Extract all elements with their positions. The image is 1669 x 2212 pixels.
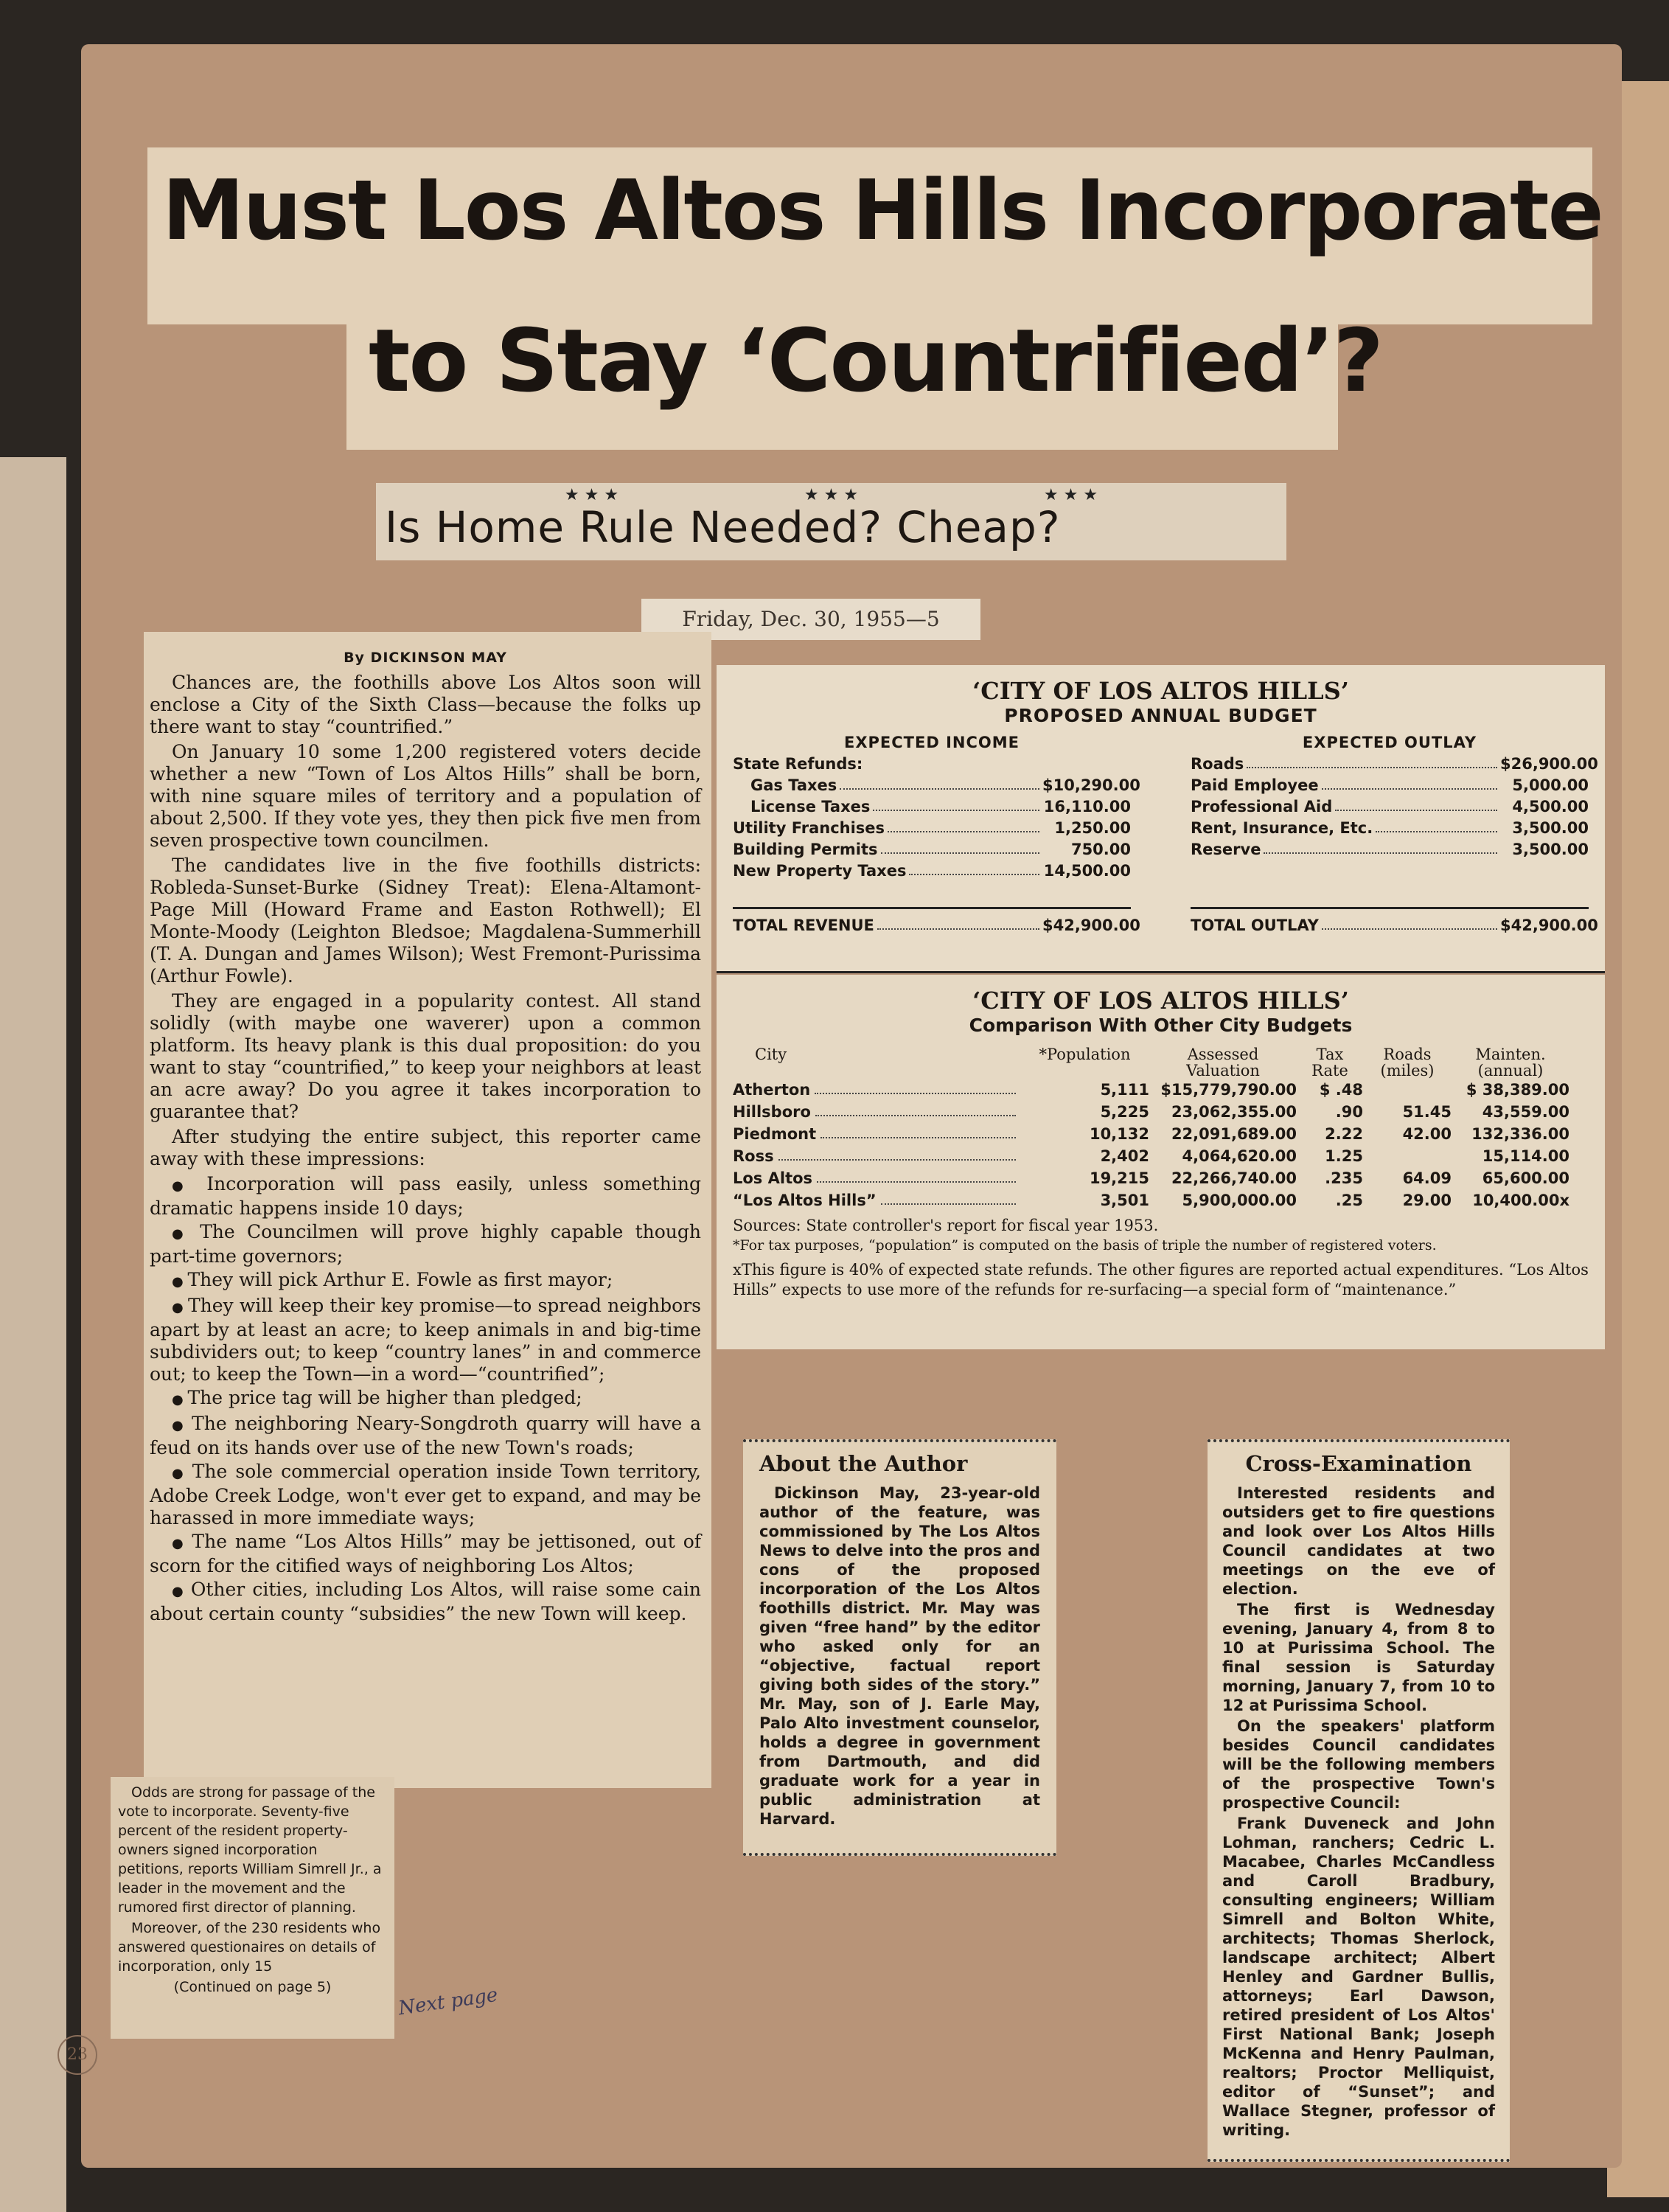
comparison-subtitle: Comparison With Other City Budgets [969,1015,1353,1036]
col-header: Tax Rate [1311,1046,1348,1079]
subhead-clipping [376,483,1286,560]
outlay-row: Paid Employee 5,000.00 [1191,776,1589,794]
population-cell: 5,111 [1100,1081,1149,1099]
tax-cell: .235 [1325,1169,1363,1187]
budget-subtitle: PROPOSED ANNUAL BUDGET [1004,705,1317,726]
continuation-paragraph: Moreover, of the 230 residents who answered questionaires on details of incorporation, only 15 [118,1920,381,1975]
budget-table [717,665,1605,973]
roads-cell: 29.00 [1402,1192,1452,1209]
impression-item: ● The neighboring Neary-Songdroth quarry will have a feud on its hands over use of the new Town's roads; [150,1413,701,1459]
continuation-paragraph: Odds are strong for passage of the vote to incorporate. Seventy-five percent of the resident property-owners signed incorporation petitions, reports William Simrell Jr., a leader in the movement and the rumored first director of planning. [118,1784,382,1916]
valuation-cell: 23,062,355.00 [1171,1103,1297,1121]
col-header: Assessed Valuation [1186,1046,1260,1079]
population-cell: 3,501 [1100,1192,1149,1209]
impression-item: ● They will keep their key promise—to spread neighbors apart by at least an acre; to keep animals in and big-time subdividers out; to keep “country lanes” in and commerce out; to keep the Town—in a word—“countrified”; [150,1295,701,1385]
tax-cell: .25 [1335,1192,1363,1209]
valuation-cell: 22,266,740.00 [1171,1169,1297,1187]
total-revenue-row: TOTAL REVENUE $42,900.00 [733,907,1131,936]
continuation-clipping [111,1777,394,2039]
outlay-column [1191,732,1598,936]
article-paragraph: They are engaged in a popularity contest. All stand solidly (with maybe one waverer) upon a common platform. Its heavy plank is this dual proposition: do you want to stay “countrified,” to keep your neighbors at least an acre away? Do you agree it takes incorporation to guarantee that? [150,990,701,1122]
maint-cell: 65,600.00 [1482,1169,1569,1187]
star-group: ★ ★ ★ [1043,486,1098,504]
valuation-cell: $15,779,790.00 [1160,1081,1297,1099]
star-group: ★ ★ ★ [804,486,859,504]
comparison-table [717,975,1605,1349]
comparison-rows [733,1079,1589,1211]
headline-line1-clipping [147,147,1603,324]
comparison-notes [733,1216,1589,1300]
main-article [144,632,711,1788]
population-cell: 5,225 [1100,1103,1149,1121]
cross-examination-paragraph: On the speakers' platform besides Council candidates will be the following members of the prospective Town's prospective Council: [1222,1717,1495,1812]
tax-cell: 2.22 [1325,1125,1363,1143]
col-header: Roads (miles) [1380,1046,1435,1079]
tax-cell: $ .48 [1319,1081,1363,1099]
outlay-row: Rent, Insurance, Etc. 3,500.00 [1191,819,1589,837]
income-row: License Taxes 16,110.00 [750,798,1131,815]
circled-page-number: 23 [58,2035,97,2075]
income-group-label: State Refunds: [733,755,863,773]
comparison-row [733,1167,1589,1189]
city-cell: Los Altos [733,1167,1020,1189]
comparison-row [733,1079,1589,1101]
income-row: New Property Taxes 14,500.00 [733,862,1131,880]
roads-cell: 64.09 [1402,1169,1452,1187]
col-header: Mainten. (annual) [1475,1046,1546,1079]
byline: By DICKINSON MAY [344,650,507,666]
subhead-title: Is Home Rule Needed? Cheap? [385,502,1061,552]
cross-examination-title: Cross-Examination [1245,1451,1472,1476]
cross-examination-paragraph: The first is Wednesday evening, January 4, from 8 to 10 at Purissima School. The final session is Saturday morning, January 7, from 10 to 12 at Purissima School. [1222,1601,1495,1714]
col-header: City [755,1046,787,1063]
adjacent-left-page [0,457,66,2212]
impression-item: ● The price tag will be higher than pledged; [150,1387,701,1411]
maintenance-footnote: xThis figure is 40% of expected state refunds. The other figures are reported actual expenditures. “Los Altos Hills” expects to use more of the refunds for re-surfacing—a special form of “maintenance.” [733,1261,1589,1298]
headline-line2-clipping [346,302,1383,450]
city-cell: Hillsboro [733,1101,1020,1123]
tax-cell: 1.25 [1325,1147,1363,1165]
about-author-box [743,1439,1056,1856]
comparison-row [733,1123,1589,1145]
tax-cell: .90 [1335,1103,1363,1121]
source-note: Sources: State controller's report for fiscal year 1953. [733,1217,1159,1234]
outlay-row: Professional Aid 4,500.00 [1191,798,1589,815]
star-group: ★ ★ ★ [564,486,619,504]
population-cell: 10,132 [1089,1125,1149,1143]
impression-item: ● The name “Los Altos Hills” may be jettisoned, out of scorn for the citified ways of neighboring Los Altos; [150,1531,701,1577]
comparison-row [733,1189,1589,1211]
roads-cell: 42.00 [1402,1125,1452,1143]
budget-title: ‘CITY OF LOS ALTOS HILLS’ [972,677,1349,705]
impression-item: ● The Councilmen will prove highly capable though part-time governors; [150,1221,701,1267]
valuation-cell: 22,091,689.00 [1171,1125,1297,1143]
article-paragraph: The candidates live in the five foothills districts: Robleda-Sunset-Burke (Sidney Treat): Elena-Altamont-Page Mill (Howard Frame and Easton Rothwell); El Monte-Moody (Leighton Bledsoe; Magdalena-Summerhill (T. A. Dungan and James Wilson); West Fremont-Purissima (Arthur Fowle). [150,855,701,987]
outlay-row: Reserve 3,500.00 [1191,841,1589,858]
comparison-row [733,1101,1589,1123]
roads-cell: 51.45 [1402,1103,1452,1121]
city-cell: Ross [733,1145,1020,1167]
article-paragraph: After studying the entire subject, this reporter came away with these impressions: [150,1126,701,1169]
comparison-header [733,1046,1589,1079]
star-row [376,483,1286,504]
impression-item: ● Incorporation will pass easily, unless something dramatic happens inside 10 days; [150,1173,701,1220]
population-cell: 19,215 [1089,1169,1149,1187]
city-cell: Piedmont [733,1123,1020,1145]
population-footnote: *For tax purposes, “population” is computed on the basis of triple the number of registered voters. [733,1237,1437,1253]
roads-cell [1363,1145,1452,1167]
dateline: Friday, Dec. 30, 1955—5 [641,599,980,640]
outlay-row: Roads $26,900.00 [1191,755,1598,773]
maint-cell: 43,559.00 [1482,1103,1569,1121]
maint-cell: 132,336.00 [1471,1125,1569,1143]
income-heading: EXPECTED INCOME [844,734,1020,751]
maint-cell: 15,114.00 [1482,1147,1569,1165]
article-paragraph: On January 10 some 1,200 registered voters decide whether a new “Town of Los Altos Hills” shall be born, with nine square miles of territory and a population of about 2,500. If they vote yes, they then pick five men from seven prospective town councilmen. [150,741,701,851]
article-paragraph: Chances are, the foothills above Los Altos soon will enclose a City of the Sixth Class—because the folks up there want to stay “countrified.” [150,672,701,737]
income-column [733,732,1140,936]
col-header: *Population [1039,1046,1131,1063]
continued-notice: (Continued on page 5) [173,1979,332,1995]
about-author-text: Dickinson May, 23-year-old author of the feature, was commissioned by The Los Altos News to delve into the pros and cons of the proposed incorporation of the Los Altos foothills district. Mr. May was given “free hand” by the editor who asked only for an “objective, factual report giving both sides of the story.” Mr. May, son of J. Earle May, Palo Alto investment counselor, holds a degree in government from Dartmouth, and did graduate work for a year in public administration at Harvard. [759,1484,1040,1828]
cross-examination-box [1208,1439,1510,2162]
valuation-cell: 5,900,000.00 [1182,1192,1297,1209]
income-row: Gas Taxes $10,290.00 [750,776,1140,794]
about-author-title: About the Author [759,1451,968,1476]
total-outlay-row: TOTAL OUTLAY $42,900.00 [1191,907,1589,936]
handwritten-note: Next page [397,1983,500,2020]
roads-cell [1363,1079,1452,1101]
impression-item: ● Other cities, including Los Altos, will raise some cain about certain county “subsidies” the new Town will keep. [150,1579,701,1625]
population-cell: 2,402 [1100,1147,1149,1165]
city-cell: “Los Altos Hills” [733,1189,1020,1211]
maint-cell: $ 38,389.00 [1466,1081,1569,1099]
maint-cell: 10,400.00x [1472,1192,1569,1209]
city-cell: Atherton [733,1079,1020,1101]
headline-line2: to Stay ‘Countrified’? [369,310,1383,411]
impression-item: ● They will pick Arthur E. Fowle as first mayor; [150,1269,701,1293]
cross-examination-paragraph: Frank Duveneck and John Lohman, ranchers; Cedric L. Macabee, Charles McCandless and Caroll Bradbury, consulting engineers; William Simrell and Bolton White, architects; Thomas Sherlock, landscape architect; Albert Henley and Gardner Bullis, attorneys; Earl Dawson, retired president of Los Altos' First National Bank; Joseph McKenna and Henry Paulman, realtors; Proctor Melliquist, editor of “Sunset”; and Wallace Stegner, professor of writing. [1222,1815,1495,2139]
impression-item: ● The sole commercial operation inside Town territory, Adobe Creek Lodge, won't ever get to expand, and may be harassed in more immediate ways; [150,1461,701,1529]
income-row: Utility Franchises 1,250.00 [733,819,1131,837]
income-row: Building Permits 750.00 [733,841,1131,858]
impressions-list [150,1173,701,1625]
outlay-heading: EXPECTED OUTLAY [1302,734,1477,751]
comparison-title: ‘CITY OF LOS ALTOS HILLS’ [972,987,1349,1015]
cross-examination-paragraph: Interested residents and outsiders get to fire questions and look over Los Altos Hills Council candidates at two meetings on the eve of election. [1222,1484,1495,1598]
comparison-row [733,1145,1589,1167]
valuation-cell: 4,064,620.00 [1182,1147,1297,1165]
headline-line1: Must Los Altos Hills Incorporate [162,163,1603,259]
